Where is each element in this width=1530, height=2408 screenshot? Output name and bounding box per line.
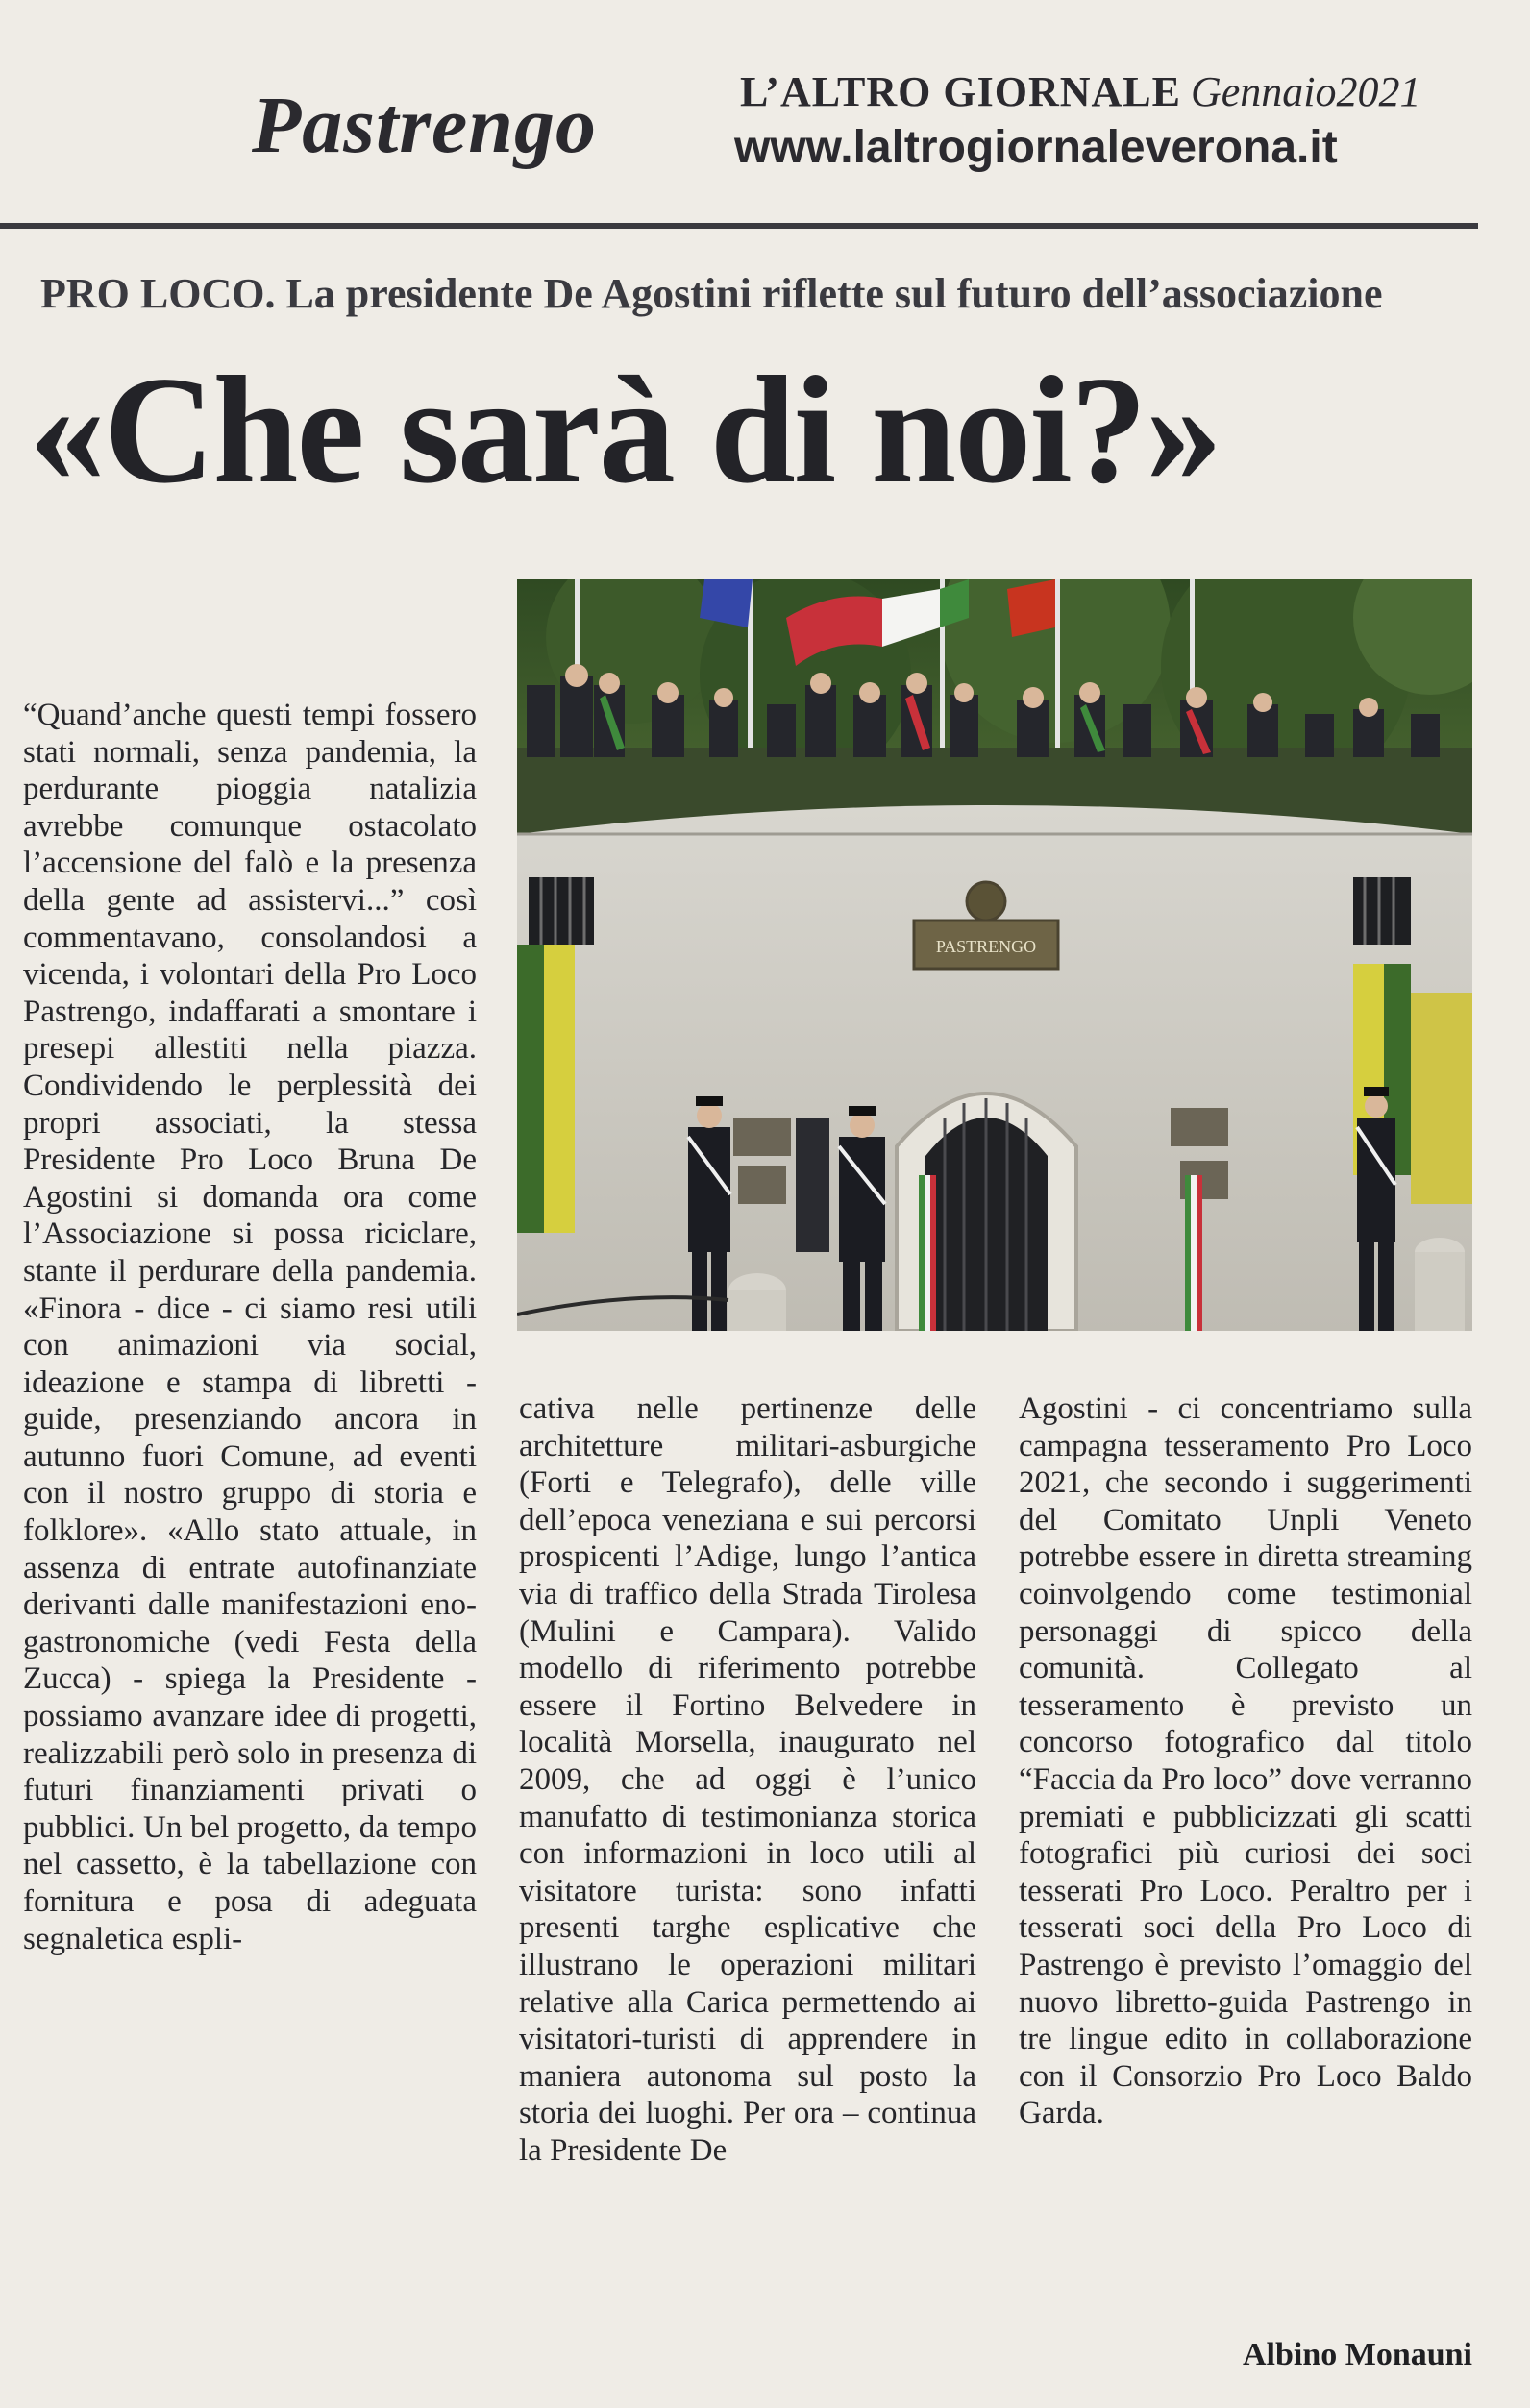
issue-date: Gennaio2021	[1191, 68, 1421, 115]
header-divider	[0, 223, 1478, 229]
column-3-text: Agostini - ci concentriamo sulla campagna tesseramento Pro Loco 2021, che secondo i suggerimenti del Comitato Unpli Veneto potrebbe essere in diretta streaming coinvolgendo come testimonial personaggi di spicco della comunità. Collegato al tesseramento è previsto un concorso fotografico dal titolo “Faccia da Pro loco” dove verranno premiati e pubblicizzati gli scatti fotografici più curiosi dei soci tesserati Pro Loco. Peraltro per i tesserati soci della Pro Loco di Pastrengo è previsto l’omaggio del nuovo libretto-guida Pastrengo in tre lingue edito in collaborazione con il Consorzio Pro Loco Baldo Garda.	[1019, 1391, 1472, 2131]
author-byline: Albino Monauni	[1242, 2337, 1472, 2372]
article-kicker: PRO LOCO. La presidente De Agostini riflette sul futuro dell’associazione	[40, 270, 1383, 317]
paper-name: L’ALTRO GIORNALE	[740, 68, 1181, 115]
ceremony-photo-illustration	[517, 579, 1472, 1331]
article-headline: «Che sarà di noi?»	[29, 344, 1221, 515]
article-column-3	[1019, 1390, 1472, 2132]
article-photo	[517, 579, 1472, 1331]
masthead	[740, 67, 1421, 116]
article-column-2	[519, 1390, 976, 2169]
column-2-text: cativa nelle pertinenze delle architetture militari-asburgiche (Forti e Telegrafo), delle ville dell’epoca veneziana e sui percorsi prospicenti l’Adige, lungo l’antica via di traffico della Strada Tirolesa (Mulini e Campara). Valido modello di riferimento potrebbe essere il Fortino Belvedere in località Morsella, inaugurato nel 2009, che ad oggi è l’unico manufatto di testimonianza storica con informazioni in loco utili al visitatore turista: sono infatti presenti targhe esplicative che illustrano le operazioni militari relative alla Carica permettendo ai visitatori-turisti di apprendere in maniera autonoma sul posto la storia dei luoghi. Per ora – continua la Presidente De	[519, 1391, 976, 2168]
column-1-text: “Quand’anche questi tempi fossero stati normali, senza pandemia, la perdurante pioggia natalizia avrebbe comunque ostacolato l’accensione del falò e la presenza della gente ad assistervi...” così commentavano, consolandosi a vicenda, i volontari della Pro Loco Pastrengo, indaffarati a smontare i presepi allestiti nella piazza. Condividendo le perplessità dei propri associati, la stessa Presidente Pro Loco Bruna De Agostini si domanda ora come l’Associazione si possa riciclare, stante il perdurare della pandemia. «Finora - dice - ci siamo resi utili con animazioni via social, ideazione e stampa di libretti - guide, presenziando ancora in autunno fuori Comune, ad eventi con il nostro gruppo di storia e folklore». «Allo stato attuale, in assenza di entrate autofinanziate derivanti dalle manifestazioni eno-gastronomiche (vedi Festa della Zucca) - spiega la Presidente - possiamo avanzare idee di progetti, realizzabili però solo in presenza di futuri finanziamenti privati o pubblici. Un bel progetto, da tempo nel cassetto, è la tabellazione con fornitura e posa di adeguata segnaletica espli-	[23, 698, 477, 1956]
website-url: www.laltrogiornaleverona.it	[734, 122, 1338, 173]
plaque-text: PASTRENGO	[935, 937, 1037, 956]
article-column-1	[23, 697, 477, 1957]
section-name: Pastrengo	[252, 81, 598, 170]
